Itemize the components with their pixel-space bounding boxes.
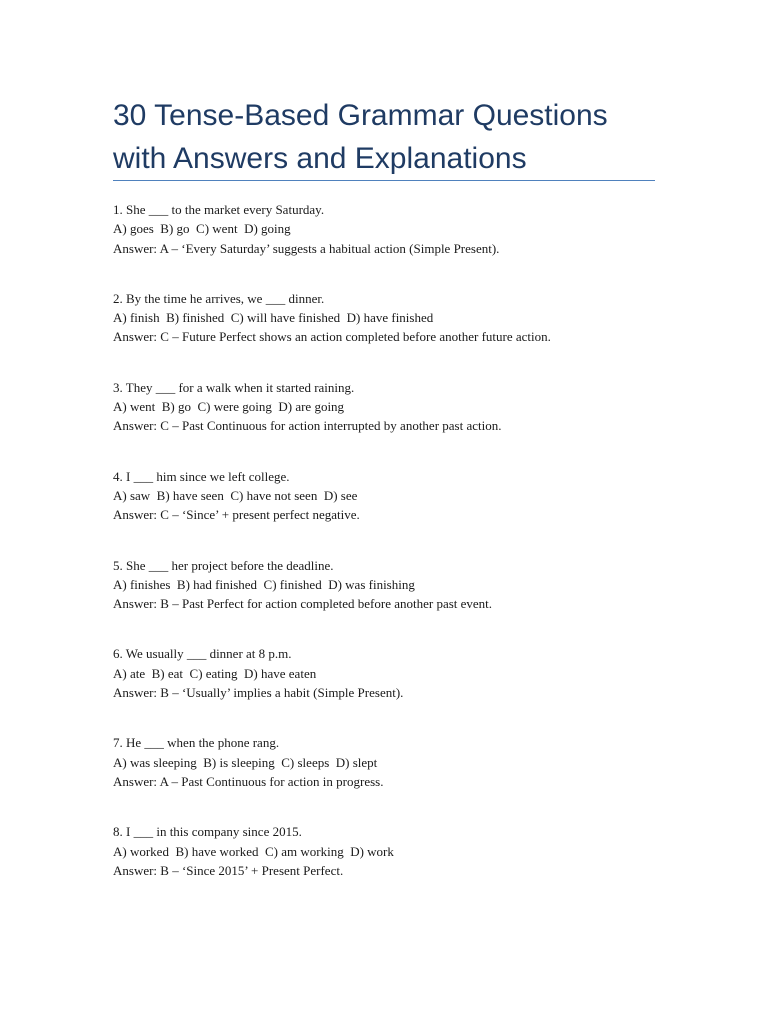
title-line-2: with Answers and Explanations	[113, 142, 527, 175]
question-item	[113, 467, 733, 525]
question-list	[113, 200, 733, 911]
question-item	[113, 289, 733, 347]
title-line-1: 30 Tense-Based Grammar Questions	[113, 99, 608, 132]
title-underline	[113, 180, 655, 181]
question-prompt: 4. I ___ him since we left college.	[113, 468, 290, 484]
question-item	[113, 200, 733, 258]
question-item	[113, 822, 733, 880]
question-prompt: 1. She ___ to the market every Saturday.	[113, 202, 325, 217]
question-item	[113, 733, 733, 791]
question-answer: Answer: C – Future Perfect shows an action completed before another future action.	[113, 329, 551, 345]
question-item	[113, 378, 733, 436]
question-answer: Answer: B – Past Perfect for action completed before another past event.	[113, 596, 493, 612]
question-options: A) was sleeping B) is sleeping C) sleeps D) slept	[113, 754, 378, 770]
question-options: A) worked B) have worked C) am working D) work	[113, 843, 394, 859]
question-prompt: 5. She ___ her project before the deadline.	[113, 557, 334, 573]
question-options: A) finishes B) had finished C) finished D) was finishing	[113, 576, 415, 592]
question-answer: Answer: B – ‘Since 2015’ + Present Perfect.	[113, 862, 344, 878]
question-answer: Answer: A – ‘Every Saturday’ suggests a habitual action (Simple Present).	[113, 240, 500, 256]
question-prompt: 6. We usually ___ dinner at 8 p.m.	[113, 646, 292, 662]
question-answer: Answer: C – ‘Since’ + present perfect negative.	[113, 507, 360, 523]
question-prompt: 7. He ___ when the phone rang.	[113, 735, 280, 751]
question-item	[113, 644, 733, 702]
question-answer: Answer: B – ‘Usually’ implies a habit (Simple Present).	[113, 685, 404, 701]
question-options: A) goes B) go C) went D) going	[113, 221, 291, 237]
question-prompt: 2. By the time he arrives, we ___ dinner.	[113, 290, 325, 306]
question-prompt: 8. I ___ in this company since 2015.	[113, 824, 302, 840]
question-item	[113, 556, 733, 614]
document-title	[113, 94, 673, 180]
question-options: A) went B) go C) were going D) are going	[113, 399, 345, 415]
question-options: A) saw B) have seen C) have not seen D) see	[113, 487, 358, 503]
question-options: A) ate B) eat C) eating D) have eaten	[113, 665, 317, 681]
question-prompt: 3. They ___ for a walk when it started raining.	[113, 379, 355, 395]
question-answer: Answer: A – Past Continuous for action in progress.	[113, 773, 384, 789]
question-options: A) finish B) finished C) will have finished D) have finished	[113, 310, 434, 326]
question-answer: Answer: C – Past Continuous for action interrupted by another past action.	[113, 418, 502, 434]
